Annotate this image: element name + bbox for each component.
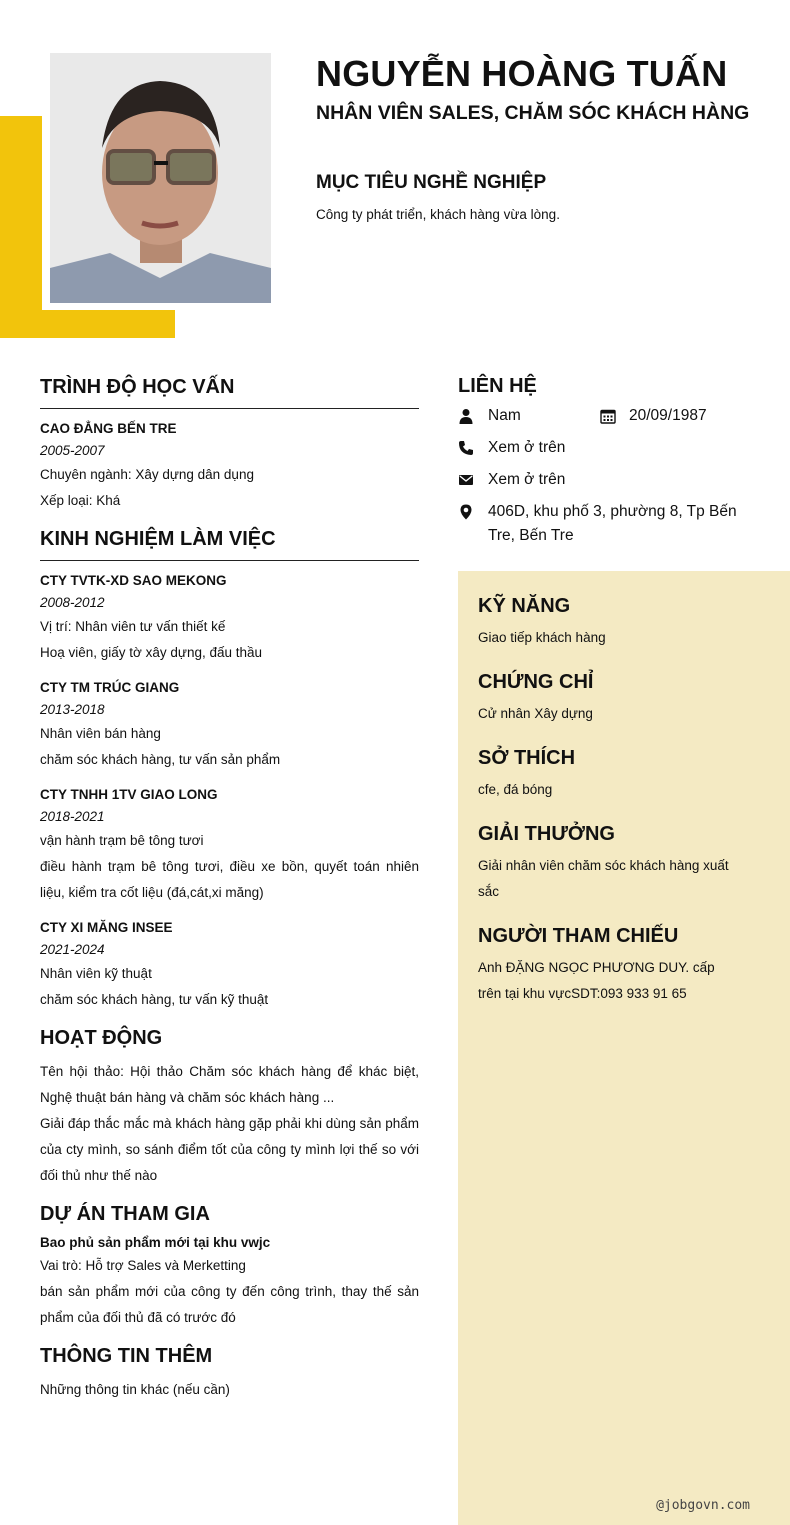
calendar-icon <box>600 408 616 424</box>
experience-company: CTY TM TRÚC GIANG <box>40 680 180 695</box>
experience-entry <box>40 678 419 773</box>
education-school: CAO ĐẲNG BẾN TRE <box>40 421 177 436</box>
extra-info-text: Những thông tin khác (nếu cần) <box>40 1382 230 1397</box>
experience-company: CTY TNHH 1TV GIAO LONG <box>40 787 218 802</box>
experience-period: 2013-2018 <box>40 702 105 717</box>
activity-line: Giải đáp thắc mắc mà khách hàng gặp phải khi dùng sản phẩm của cty mình, so sánh điểm tốt của công ty mình lợi thế so với đối thủ như thế nào <box>40 1116 419 1183</box>
side-panel <box>458 571 790 1525</box>
awards-text: Giải nhân viên chăm sóc khách hàng xuất sắc <box>478 858 729 899</box>
activity-line: Tên hội thảo: Hội thảo Chăm sóc khách hàng để khác biệt, Nghệ thuật bán hàng và chăm sóc khách hàng ... <box>40 1064 419 1105</box>
profile-photo <box>50 53 271 303</box>
awards-title: GIẢI THƯỞNG <box>478 823 615 845</box>
experience-company: CTY XI MĂNG INSEE <box>40 920 173 935</box>
phone-value: Xem ở trên <box>488 439 566 456</box>
hobbies-text: cfe, đá bóng <box>478 782 553 797</box>
skills-text: Giao tiếp khách hàng <box>478 630 606 645</box>
birthday-value: 20/09/1987 <box>629 407 707 424</box>
accent-bar-horizontal <box>0 310 175 338</box>
location-icon <box>458 504 474 520</box>
contact-section <box>458 372 758 556</box>
contact-title: LIÊN HỆ <box>458 375 537 397</box>
experience-line: Vị trí: Nhân viên tư vấn thiết kế <box>40 619 226 634</box>
activities-title: HOẠT ĐỘNG <box>40 1027 163 1049</box>
objective-text: Công ty phát triển, khách hàng vừa lòng. <box>316 207 560 222</box>
email-value: Xem ở trên <box>488 471 566 488</box>
experience-line: Nhân viên bán hàng <box>40 726 161 741</box>
candidate-name: NGUYỄN HOÀNG TUẤN <box>316 53 728 94</box>
skills-title: KỸ NĂNG <box>478 595 571 617</box>
education-period: 2005-2007 <box>40 443 105 458</box>
extra-info-title: THÔNG TIN THÊM <box>40 1345 213 1367</box>
main-column <box>40 374 419 1415</box>
experience-entry <box>40 571 419 666</box>
phone-icon <box>458 440 474 456</box>
gender-value: Nam <box>488 407 521 424</box>
contact-phone <box>458 436 758 460</box>
references-title: NGƯỜI THAM CHIẾU <box>478 925 679 947</box>
project-name: Bao phủ sản phẩm mới tại khu vwjc <box>40 1235 271 1250</box>
candidate-role: NHÂN VIÊN SALES, CHĂM SÓC KHÁCH HÀNG <box>316 102 750 124</box>
experience-title: KINH NGHIỆM LÀM VIỆC <box>40 526 419 561</box>
project-entry <box>40 1233 419 1331</box>
experience-line: Nhân viên kỹ thuật <box>40 966 152 981</box>
certificates-title: CHỨNG CHỈ <box>478 671 594 693</box>
objective-title: MỤC TIÊU NGHỀ NGHIỆP <box>316 172 547 193</box>
experience-period: 2018-2021 <box>40 809 105 824</box>
experience-line: chăm sóc khách hàng, tư vấn kỹ thuật <box>40 992 269 1007</box>
experience-line: chăm sóc khách hàng, tư vấn sản phẩm <box>40 752 281 767</box>
activities-entry <box>40 1059 419 1189</box>
education-title: TRÌNH ĐỘ HỌC VẤN <box>40 374 419 409</box>
mail-icon <box>458 472 474 488</box>
experience-line: Hoạ viên, giấy tờ xây dựng, đấu thầu <box>40 645 263 660</box>
experience-period: 2021-2024 <box>40 942 105 957</box>
experience-company: CTY TVTK-XD SAO MEKONG <box>40 573 227 588</box>
certificates-text: Cử nhân Xây dựng <box>478 706 593 721</box>
contact-birthday <box>600 404 707 428</box>
person-icon <box>458 408 474 424</box>
projects-title: DỰ ÁN THAM GIA <box>40 1203 210 1225</box>
experience-period: 2008-2012 <box>40 595 105 610</box>
hobbies-title: SỞ THÍCH <box>478 747 576 769</box>
accent-bar-vertical <box>0 116 42 338</box>
contact-email <box>458 468 758 492</box>
education-line: Xếp loại: Khá <box>40 493 121 508</box>
address-value: 406D, khu phố 3, phường 8, Tp Bến Tre, Bến Tre <box>488 503 737 544</box>
references-text: Anh ĐẶNG NGỌC PHƯƠNG DUY. cấp trên tại khu vựcSDT:093 933 91 65 <box>478 960 715 1001</box>
contact-address <box>458 500 758 548</box>
extra-info-entry <box>40 1377 419 1403</box>
experience-line: điều hành trạm bê tông tươi, điều xe bồn, quyết toán nhiên liệu, kiểm tra cốt liệu (đá,cát,xi măng) <box>40 859 419 900</box>
watermark-text: @jobgovn.com <box>656 1498 750 1513</box>
project-line: bán sản phẩm mới của công ty đến công trình, thay thế sản phẩm của đối thủ đã có trước đó <box>40 1284 419 1325</box>
experience-entry <box>40 785 419 906</box>
experience-entry <box>40 918 419 1013</box>
education-entry <box>40 419 419 514</box>
education-line: Chuyên ngành: Xây dựng dân dụng <box>40 467 254 482</box>
experience-line: vận hành trạm bê tông tươi <box>40 833 204 848</box>
project-line: Vai trò: Hỗ trợ Sales và Merketting <box>40 1258 246 1273</box>
